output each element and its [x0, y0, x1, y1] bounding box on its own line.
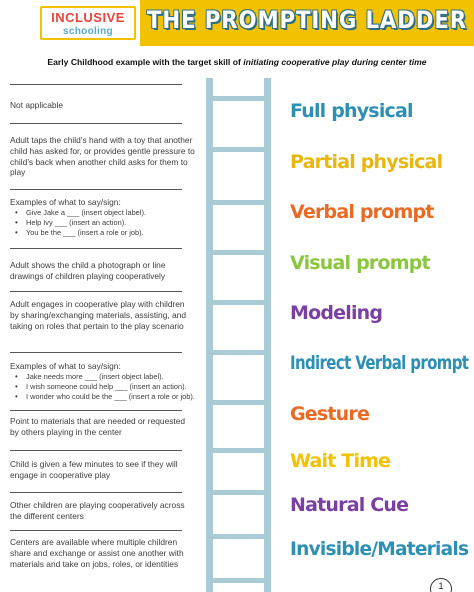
ladder-rung: [210, 490, 268, 495]
desc-wait-time: Child is given a few minutes to see if they will engage in cooperative play: [10, 459, 178, 480]
level-verbal-prompt: Verbal prompt: [290, 201, 434, 223]
desc-partial-physical: Adult taps the child’s hand with a toy that another child has asked for, or provides gentle pressure to child’s back when another child asks for them to play: [10, 135, 195, 178]
list-item: • Jake needs more ___ (insert object label).: [10, 372, 200, 382]
desc-indirect-verbal: [10, 361, 200, 402]
indirect-example-list: [10, 372, 200, 402]
divider: [10, 248, 182, 249]
subtitle-prefix: Early Childhood example with the target skill of: [47, 57, 244, 67]
ladder-rung: [210, 147, 268, 152]
subtitle-skill: initiating cooperative play during center time: [243, 57, 427, 67]
level-invisible-materials: Invisible/Materials: [290, 538, 469, 560]
ladder-rung: [210, 534, 268, 539]
divider: [10, 450, 182, 451]
desc-invisible-materials: Centers are available where multiple children share and exchange or assist one another with materials and take on jobs, roles, or identities: [10, 537, 184, 569]
level-gesture: Gesture: [290, 403, 370, 425]
list-item: • Help Ivy ___ (insert an action).: [10, 218, 200, 228]
ladder-rung: [210, 96, 268, 101]
desc-visual-prompt: Adult shows the child a photograph or line drawings of children playing cooperatively: [10, 260, 166, 281]
subtitle: [0, 57, 474, 67]
level-wait-time: Wait Time: [290, 450, 391, 472]
divider: [10, 84, 182, 85]
logo-bottom-text: schooling: [63, 26, 113, 37]
desc-gesture: Point to materials that are needed or requested by others playing in the center: [10, 416, 186, 437]
divider: [10, 492, 182, 493]
inclusive-schooling-logo: [40, 6, 136, 40]
verbal-example-list: [10, 208, 200, 238]
level-natural-cue: Natural Cue: [290, 494, 409, 516]
level-modeling: Modeling: [290, 302, 383, 324]
divider: [10, 530, 182, 531]
ladder-rung: [210, 448, 268, 453]
desc-indirect-heading: Examples of what to say/sign:: [10, 361, 121, 371]
desc-modeling: Adult engages in cooperative play with children by sharing/exchanging materials, assisting, and taking on roles that pertain to the play scenario: [10, 299, 186, 331]
ladder-left-rail: [206, 78, 213, 592]
divider: [10, 291, 182, 292]
list-item: • You be the ___ (insert a role or job).: [10, 228, 200, 238]
level-visual-prompt: Visual prompt: [290, 252, 430, 274]
desc-verbal-prompt: [10, 197, 200, 238]
desc-natural-cue: Other children are playing cooperatively across the different centers: [10, 500, 185, 521]
page-number: 1: [430, 578, 452, 592]
ladder-rung: [210, 578, 268, 583]
level-full-physical: Full physical: [290, 100, 413, 122]
divider: [10, 352, 182, 353]
ladder-rung: [210, 400, 268, 405]
logo-top-text: INCLUSIVE: [51, 10, 125, 25]
level-partial-physical: Partial physical: [290, 151, 443, 173]
list-item: • Give Jake a ___ (insert object label).: [10, 208, 200, 218]
list-item: • I wonder who could be the ___ (insert a role or job).: [10, 392, 200, 402]
desc-full-physical: Not applicable: [10, 100, 64, 110]
page-title: THE PROMPTING LADDER: [147, 6, 468, 34]
ladder-right-rail: [264, 78, 271, 592]
divider: [10, 410, 182, 411]
ladder-rung: [210, 250, 268, 255]
divider: [10, 123, 182, 124]
title-banner: [140, 0, 474, 46]
divider: [10, 189, 182, 190]
desc-verbal-heading: Examples of what to say/sign:: [10, 197, 121, 207]
ladder-rung: [210, 350, 268, 355]
level-indirect-verbal-prompt: Indirect Verbal prompt: [290, 352, 469, 374]
list-item: • I wish someone could help ___ (insert an action).: [10, 382, 200, 392]
ladder-rung: [210, 200, 268, 205]
ladder-rung: [210, 300, 268, 305]
